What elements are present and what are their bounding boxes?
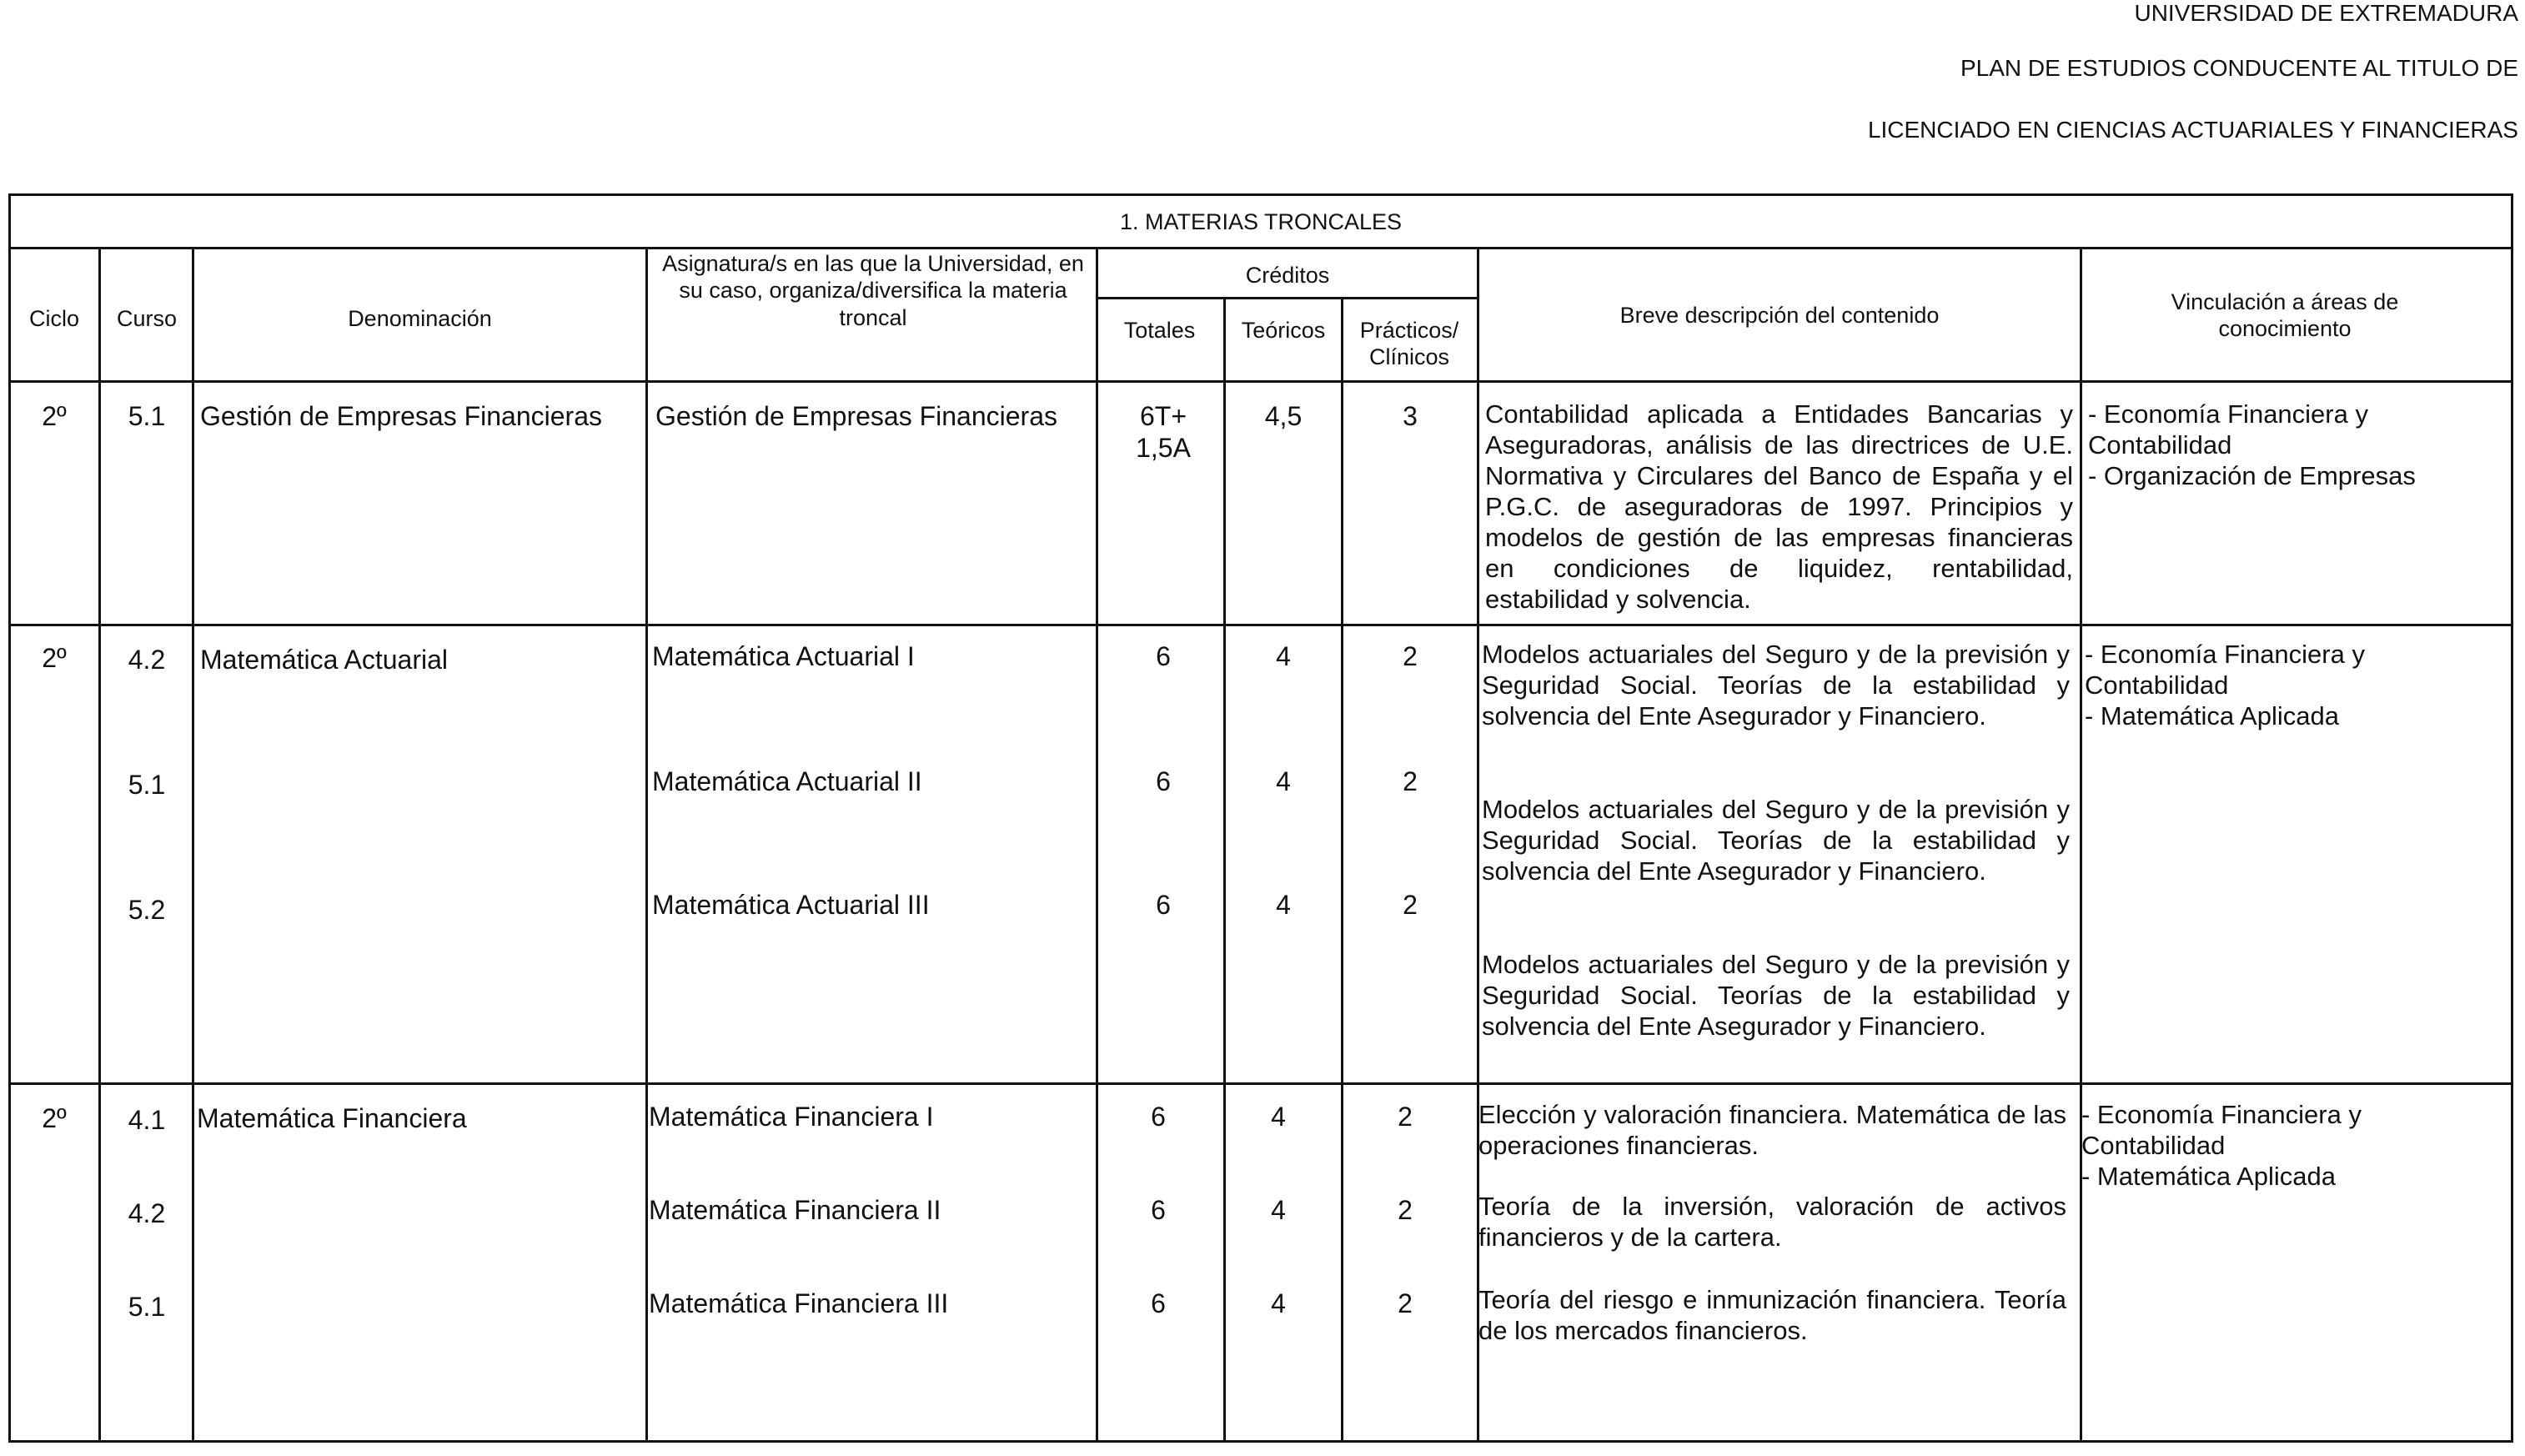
asignatura-cell: Matemática Financiera I: [649, 1102, 934, 1132]
vinculacion-area: - Organización de Empresas: [2088, 461, 2416, 490]
vinculacion-cell: [2088, 399, 2488, 491]
curso-cell: 4.2: [128, 1198, 166, 1228]
descripcion-cell: Elección y valoración financiera. Matemática de las operaciones financieras.: [1478, 1100, 2066, 1160]
teoricos-cell: 4,5: [1264, 401, 1303, 431]
vinculacion-cell: [2085, 639, 2485, 731]
curso-cell: 5.1: [128, 1292, 166, 1322]
curso-cell: 5.1: [128, 770, 166, 800]
plan-title: PLAN DE ESTUDIOS CONDUCENTE AL TITULO DE: [1960, 55, 2518, 81]
teoricos-cell: 4: [1271, 1195, 1286, 1225]
header-curso: Curso: [116, 306, 178, 331]
curso-cell: 4.2: [128, 645, 166, 675]
header-ciclo: Ciclo: [28, 306, 79, 331]
vinculacion-area: - Matemática Aplicada: [2081, 1162, 2336, 1191]
asignatura-cell: Matemática Actuarial I: [652, 641, 915, 671]
group2-divider: [8, 1082, 2513, 1085]
header-teoricos: Teóricos: [1241, 318, 1326, 343]
asignatura-cell: Gestión de Empresas Financieras: [655, 401, 1057, 431]
totales-cell: 6: [1156, 766, 1171, 796]
vinculacion-area: - Economía Financiera y Contabilidad: [2085, 640, 2365, 700]
practicos-cell: 2: [1403, 641, 1418, 671]
totales-cell: 6: [1151, 1102, 1166, 1132]
practicos-cell: 2: [1398, 1288, 1413, 1318]
descripcion-cell: Modelos actuariales del Seguro y de la previsión y Seguridad Social. Teorías de la estabilidad y solvencia del Ente Asegurador y Financiero.: [1482, 795, 2070, 886]
practicos-cell: 2: [1398, 1102, 1413, 1132]
curso-cell: 5.1: [128, 401, 166, 431]
practicos-cell: 2: [1403, 890, 1418, 920]
curso-cell: 5.2: [128, 895, 166, 925]
header-denominacion: Denominación: [348, 306, 492, 331]
header-totales: Totales: [1123, 318, 1196, 343]
vinculacion-area: - Matemática Aplicada: [2085, 701, 2339, 731]
totales-cell: 6: [1156, 641, 1171, 671]
asignatura-cell: Matemática Actuarial II: [652, 766, 922, 796]
teoricos-cell: 4: [1271, 1288, 1286, 1318]
denominacion-cell: Matemática Financiera: [197, 1103, 467, 1133]
vinculacion-area: - Economía Financiera y Contabilidad: [2081, 1100, 2362, 1160]
descripcion-cell: Modelos actuariales del Seguro y de la previsión y Seguridad Social. Teorías de la estabilidad y solvencia del Ente Asegurador y Financiero.: [1482, 640, 2070, 731]
asignatura-cell: Matemática Actuarial III: [652, 890, 930, 920]
practicos-cell: 3: [1403, 401, 1418, 431]
header-divider: [8, 380, 2513, 383]
vinculacion-area: - Economía Financiera y Contabilidad: [2088, 399, 2368, 459]
header-asignatura: Asignatura/s en las que la Universidad, en su caso, organiza/diversifica la materia troncal: [662, 251, 1084, 330]
table-title: 1. MATERIAS TRONCALES: [1119, 209, 1403, 234]
practicos-cell: 2: [1398, 1195, 1413, 1225]
totales-cell: 6T+ 1,5A: [1136, 401, 1191, 464]
teoricos-cell: 4: [1271, 1102, 1286, 1132]
teoricos-cell: 4: [1276, 766, 1291, 796]
descripcion-cell: Contabilidad aplicada a Entidades Bancarias y Aseguradoras, análisis de las directrices de U.E. Normativa y Circulares del Banco de España y el P.G.C. de aseguradoras de 1997. Principios y modelos de gestión de las empresas financieras en condiciones de liquidez, rentabilidad, estabilidad y solvencia.: [1485, 399, 2073, 614]
teoricos-cell: 4: [1276, 641, 1291, 671]
col-divider-descripcion: [2080, 247, 2082, 1443]
col-divider-asignatura: [1096, 247, 1098, 1443]
denominacion-cell: Gestión de Empresas Financieras: [200, 401, 602, 431]
ciclo-cell: 2º: [42, 643, 67, 673]
header-vinculacion: Vinculación a áreas de conocimiento: [2171, 289, 2399, 342]
curso-cell: 4.1: [128, 1105, 166, 1135]
col-divider-creditos: [1477, 247, 1479, 1443]
teoricos-cell: 4: [1276, 890, 1291, 920]
header-creditos: Créditos: [1245, 263, 1330, 288]
totales-cell: 6: [1151, 1288, 1166, 1318]
col-divider-denominacion: [645, 247, 648, 1443]
col-divider-totales: [1223, 297, 1226, 1443]
descripcion-cell: Teoría del riesgo e inmunización financiera. Teoría de los mercados financieros.: [1478, 1285, 2066, 1345]
asignatura-cell: Matemática Financiera II: [649, 1195, 941, 1225]
asignatura-cell: Matemática Financiera III: [649, 1288, 949, 1318]
descripcion-cell: Teoría de la inversión, valoración de activos financieros y de la cartera.: [1478, 1192, 2066, 1252]
descripcion-cell: Modelos actuariales del Seguro y de la previsión y Seguridad Social. Teorías de la estabilidad y solvencia del Ente Asegurador y Financiero.: [1482, 950, 2070, 1041]
col-divider-teoricos: [1341, 297, 1343, 1443]
ciclo-cell: 2º: [42, 401, 67, 431]
vinculacion-cell: [2081, 1099, 2482, 1192]
header-descripcion: Breve descripción del contenido: [1619, 303, 1940, 328]
header-practicos: Prácticos/ Clínicos: [1359, 318, 1459, 370]
totales-cell: 6: [1151, 1195, 1166, 1225]
totales-cell: 6: [1156, 890, 1171, 920]
denominacion-cell: Matemática Actuarial: [200, 645, 449, 675]
practicos-cell: 2: [1403, 766, 1418, 796]
degree-title: LICENCIADO EN CIENCIAS ACTUARIALES Y FINANCIERAS: [1867, 117, 2518, 143]
ciclo-cell: 2º: [42, 1103, 67, 1133]
title-divider: [8, 247, 2513, 249]
university-name: UNIVERSIDAD DE EXTREMADURA: [2134, 0, 2518, 26]
creditos-divider: [1096, 297, 1479, 299]
group1-divider: [8, 624, 2513, 626]
